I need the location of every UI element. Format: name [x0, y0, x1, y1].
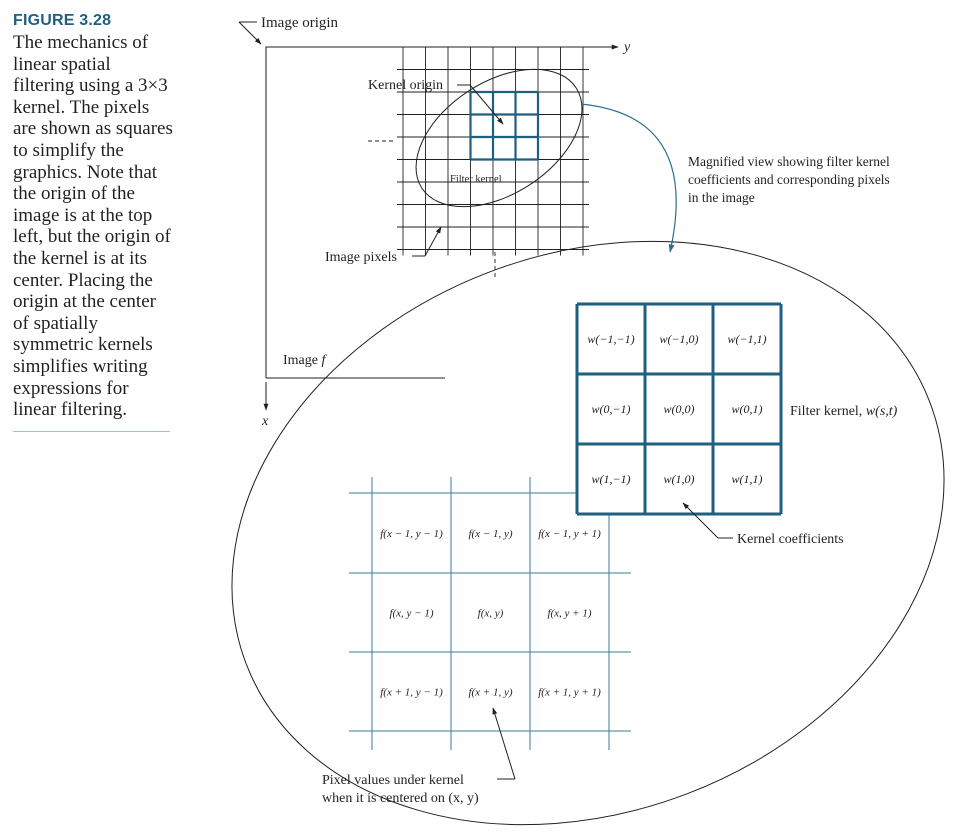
pixel-value-cell: f(x + 1, y)	[468, 686, 513, 699]
kernel-weight-cell: w(0,0)	[663, 402, 695, 416]
image-pixels-arrow	[425, 227, 441, 256]
pixel-value-cell: f(x, y + 1)	[547, 607, 592, 620]
pixel-values-label: Pixel values under kernel when it is centered on (x, y)	[322, 773, 479, 806]
image-f-label: Image f	[283, 353, 326, 368]
pixel-value-cell: f(x − 1, y + 1)	[538, 528, 601, 540]
caption-text: The mechanics of linear spatial filtering using a 3×3 kernel. The pixels are shown as squares to simplify the graphics. Note that the origin of the image is at the top left, but the origin of the kernel is at its center. Placing the origin at the center of spatially symmetric kernels simplifies writing expressions for linear filtering.	[13, 32, 173, 421]
magnified-view-label: Magnified view showing filter kernel coefficients and corresponding pixels in the image	[688, 154, 890, 205]
figure-label: FIGURE 3.28	[13, 12, 112, 29]
image-origin-arrow	[239, 22, 261, 44]
kernel-weight-cell: w(1,1)	[731, 472, 763, 486]
kernel-weight-cell: w(−1,−1)	[587, 332, 635, 346]
pixel-value-cell: f(x + 1, y − 1)	[380, 686, 443, 699]
pixel-value-cell: f(x − 1, y − 1)	[380, 528, 443, 540]
filter-kernel-small-label: Filter kernel	[450, 174, 502, 185]
kernel-coefficients-label: Kernel coefficients	[737, 532, 844, 547]
filter-kernel-label: Filter kernel, w(s,t)	[790, 404, 898, 419]
image-frame	[266, 47, 403, 378]
y-axis-label: y	[624, 40, 631, 55]
kernel-weight-cell: w(0,−1)	[591, 402, 631, 416]
kernel-weight-cell: w(−1,1)	[727, 332, 767, 346]
magnify-connector-arrow	[581, 104, 676, 252]
pixel-value-cell: f(x, y)	[477, 607, 504, 620]
magnified-view-ellipse	[146, 141, 962, 840]
image-origin-label: Image origin	[261, 15, 339, 31]
small-kernel-grid	[471, 92, 539, 160]
kernel-weight-cell: w(0,1)	[731, 402, 763, 416]
image-pixels-label: Image pixels	[325, 250, 397, 265]
pixel-value-cell: f(x + 1, y + 1)	[538, 686, 601, 699]
pixel-value-cell: f(x − 1, y)	[468, 528, 513, 540]
x-axis-label: x	[262, 414, 269, 429]
kernel-weight-cell: w(1,0)	[663, 472, 695, 486]
kernel-weight-cell: w(1,−1)	[591, 472, 631, 486]
kernel-origin-arrow	[470, 85, 503, 124]
kernel-origin-label: Kernel origin	[368, 78, 444, 93]
kernel-weight-cell: w(−1,0)	[659, 332, 699, 346]
pixel-value-cell: f(x, y − 1)	[389, 607, 434, 620]
pixel-values-arrow	[493, 708, 515, 779]
